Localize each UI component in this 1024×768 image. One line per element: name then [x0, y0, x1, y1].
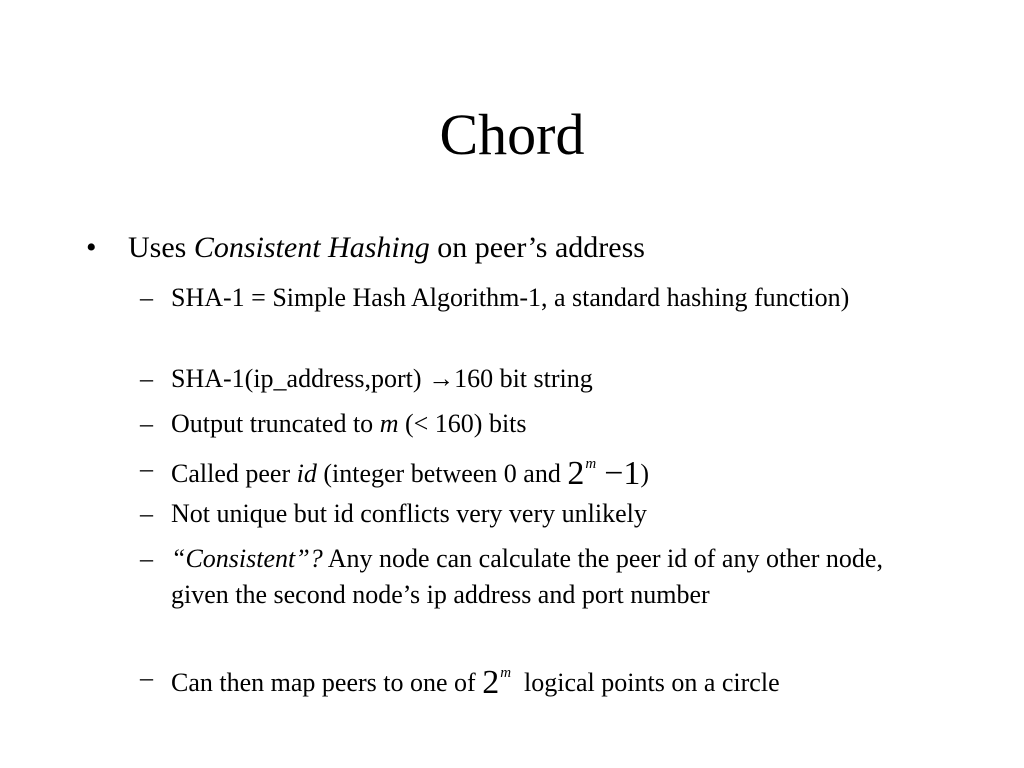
subitem-text: (< 160) bits — [398, 409, 527, 438]
math-minus-one: −1 — [604, 455, 641, 492]
right-arrow-icon: → — [428, 364, 455, 393]
bullet-text-emphasis: Consistent Hashing — [193, 231, 430, 264]
subitem-not-unique — [140, 496, 940, 532]
math-base: 2 — [567, 455, 585, 492]
slide-title: Chord — [439, 102, 585, 167]
subitem-map-peers — [140, 660, 940, 701]
subitem-consistent — [140, 541, 940, 613]
dash-marker: – — [140, 499, 153, 528]
subitem-text: (integer between 0 and — [316, 459, 568, 488]
subitem-text: Output truncated to — [171, 409, 380, 438]
formula-two-pow-m — [482, 660, 512, 701]
subitem-text: Any node can calculate the peer id of any other node, given the second node’s ip address and port number — [171, 544, 883, 609]
subitem-text: SHA-1(ip_address,port) — [171, 364, 429, 393]
subitem-output-truncated — [140, 406, 940, 442]
bullet-uses-consistent-hashing — [84, 228, 964, 268]
bullet-text-suffix: on peer’s address — [429, 231, 645, 264]
dash-marker: – — [140, 663, 153, 692]
subitem-text: logical points on a circle — [511, 668, 780, 697]
dash-marker: – — [140, 409, 153, 438]
math-base: 2 — [482, 664, 500, 701]
subitem-text: Called peer — [171, 459, 297, 488]
math-exponent: m — [500, 665, 512, 681]
dash-marker: – — [140, 283, 153, 312]
math-exponent: m — [585, 456, 597, 472]
dash-marker: – — [140, 364, 153, 393]
dash-marker: – — [140, 544, 153, 573]
subitem-text: Can then map peers to one of — [171, 668, 483, 697]
subitem-emphasis: “Consistent”? — [171, 544, 323, 573]
formula-two-pow-m-minus-one — [567, 451, 641, 492]
subitem-called-peer-id — [140, 451, 940, 492]
bullet-marker: • — [86, 231, 97, 264]
subitem-text: 160 bit string — [454, 364, 593, 393]
subitem-text: ) — [640, 459, 650, 488]
math-variable: m — [379, 409, 399, 438]
subitem-text: Not unique but id conflicts very very unlikely — [171, 499, 647, 528]
dash-marker: – — [140, 454, 153, 483]
subitem-sha1-definition — [140, 280, 940, 316]
subitem-text: SHA-1 = Simple Hash Algorithm-1, a standard hashing function) — [171, 283, 850, 312]
bullet-text-prefix: Uses — [128, 231, 194, 264]
math-variable: id — [296, 459, 317, 488]
subitem-sha1-output — [140, 361, 940, 397]
